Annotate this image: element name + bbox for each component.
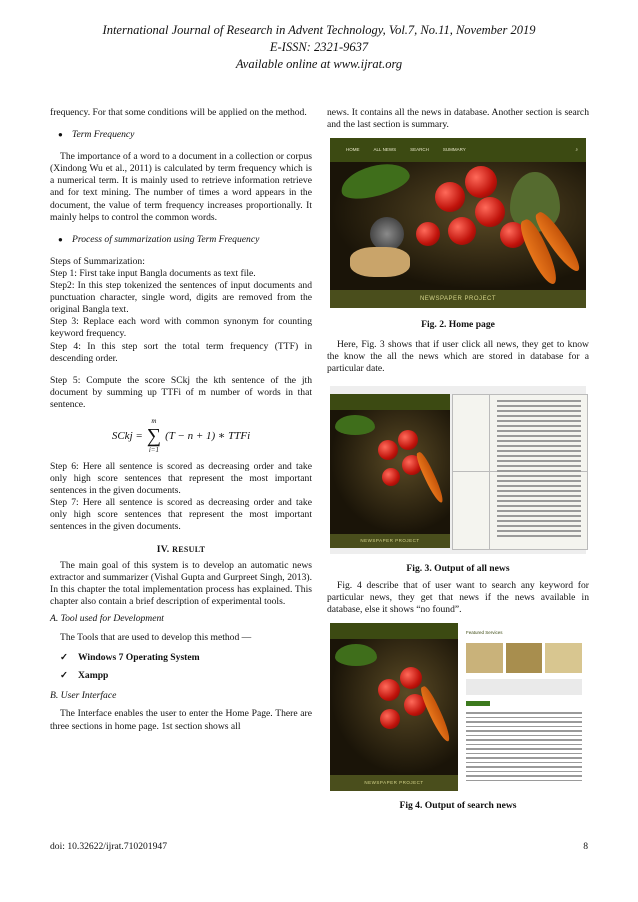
search-button: [466, 701, 490, 706]
page-number: 8: [583, 841, 588, 852]
figure-nav-bar: [330, 394, 450, 410]
paragraph: news. It contains all the news in database. Another section is search and the last section is summary.: [327, 107, 589, 131]
section-number: IV.: [156, 543, 170, 555]
step-6: Step 6: Here all sentence is scored as decreasing order and take only high score sentences that represent the most important sentences in the given documents.: [50, 460, 312, 497]
bullet-process: [58, 234, 312, 246]
section-title: RESULT: [172, 544, 206, 554]
checkmark-icon: ✓: [60, 670, 69, 682]
paragraph: The Interface enables the user to enter the Home Page. There are three sections in home page. 1st section shows all: [50, 708, 312, 732]
left-column: [50, 107, 312, 733]
vegetables-photo: [330, 639, 458, 775]
thumbnail: [466, 643, 503, 673]
figure-left-screenshot: [330, 623, 458, 791]
figure-search-news: [330, 623, 586, 791]
subsection-b: B. User Interface: [50, 690, 117, 702]
checkmark-icon: ✓: [60, 652, 69, 664]
paragraph: The main goal of this system is to develop an automatic news extractor and summarizer (Vishal Gupta and Gurpreet Singh, 2013). In this chapter the total implementation process has explained. This chapter also contain a brief description of experimental tools.: [50, 559, 312, 607]
bullet-term-frequency: [58, 129, 312, 141]
step-7: Step 7: Here all sentence is scored as decreasing order and take only high score sentences that represent the most important sentences in the given documents.: [50, 497, 312, 533]
tool-label: Xampp: [78, 670, 109, 682]
panel-title: Featured Services: [466, 629, 503, 635]
figure-caption: Fig. 2. Home page: [421, 319, 495, 331]
table-column-divider: [489, 395, 490, 549]
section-heading: [50, 544, 312, 556]
nav-home: HOME: [346, 147, 360, 153]
nav-summary: SUMMARY: [442, 147, 466, 153]
equation-lhs: SCkj =: [111, 429, 143, 442]
figure-nav-bar: [330, 138, 586, 162]
figure-brand: NEWSPAPER PROJECT: [330, 290, 586, 308]
tool-item: [60, 652, 312, 664]
tool-label: Windows 7 Operating System: [78, 652, 200, 664]
result-text-lines: [462, 712, 586, 781]
search-result-panel: [462, 623, 586, 791]
vegetables-photo: [330, 162, 586, 290]
figure-nav-bar: [330, 623, 458, 639]
summation-symbol: [147, 417, 161, 455]
sigma-icon: ∑: [146, 424, 162, 447]
paragraph: frequency. For that some conditions will be applied on the method.: [50, 107, 307, 118]
journal-issn: E-ISSN: 2321-9637: [269, 40, 369, 54]
steps-title: Steps of Summarization:: [50, 255, 145, 267]
paragraph: The importance of a word to a document in a collection or corpus (Xindong Wu et al., 2011) is calculated by term frequency which is a numerical term. It is mainly used to retrieve information retrieve and for text mining. The number of times a word appears in the document, the value of term frequency increases proportionally. It mainly helps to control the common words.: [50, 151, 312, 223]
step-5: Step 5: Compute the score SCkj the kth sentence of the jth document by summing up TTFi of m number of words in that sentence.: [50, 374, 312, 410]
tool-item: [60, 670, 312, 682]
journal-url: Available online at www.ijrat.org: [235, 57, 403, 71]
figure-caption: Fig 4. Output of search news: [399, 799, 517, 811]
bullet-icon: ●: [58, 234, 63, 244]
step-3: Step 3: Replace each word with common synonym for counting keyword frequency.: [50, 316, 312, 340]
step-1: Step 1: First take input Bangla documents as text file.: [50, 267, 256, 279]
step-2: Step2: In this step tokenized the sentences of input documents and punctuation character, single word, digits are removed from the original Bangla text.: [50, 280, 312, 316]
journal-header: [0, 22, 638, 73]
search-icon: ⌕: [575, 147, 578, 153]
paragraph: Fig. 4 describe that of user want to search any keyword for particular news, they get that news if the news available in database, else it shows “no found”.: [327, 579, 589, 615]
sum-lower-limit: i=1: [148, 445, 160, 454]
paragraph: The Tools that are used to develop this method —: [60, 632, 252, 644]
figure-caption: Fig. 3. Output of all news: [406, 562, 510, 574]
figure-all-news: [330, 386, 586, 554]
sum-upper-limit: m: [151, 416, 157, 425]
bullet-icon: ●: [58, 130, 63, 140]
bullet-label: Process of summarization using Term Frequency: [72, 233, 260, 245]
figure-left-screenshot: [330, 394, 450, 548]
step-4: Step 4: In this step sort the total term frequency (TTF) in descending order.: [50, 340, 312, 364]
paragraph: Here, Fig. 3 shows that if user click all news, they get to know the know the all the news which are stored in database for a particular date.: [327, 339, 589, 375]
figure-home-page: [330, 138, 586, 308]
figure-brand: NEWSPAPER PROJECT: [330, 775, 458, 791]
thumbnail: [506, 643, 543, 673]
search-box: [466, 679, 582, 695]
thumbnail: [545, 643, 582, 673]
nav-search: SEARCH: [410, 147, 429, 153]
subsection-a: A. Tool used for Development: [50, 613, 164, 624]
nav-all-news: ALL NEWS: [373, 147, 397, 153]
news-table: [452, 394, 588, 550]
vegetables-photo: [330, 410, 450, 534]
score-equation: [50, 417, 312, 455]
figure-brand: NEWSPAPER PROJECT: [330, 534, 450, 548]
right-column: [327, 107, 589, 812]
doi-footer: doi: 10.32622/ijrat.710201947: [50, 841, 167, 852]
table-text-lines: [493, 397, 585, 540]
panel-images: [466, 643, 582, 673]
bullet-label: Term Frequency: [72, 129, 135, 141]
equation-rhs: (T − n + 1) ∗ TTFi: [165, 429, 251, 442]
journal-title: International Journal of Research in Advent Technology, Vol.7, No.11, November 2019: [102, 23, 536, 37]
